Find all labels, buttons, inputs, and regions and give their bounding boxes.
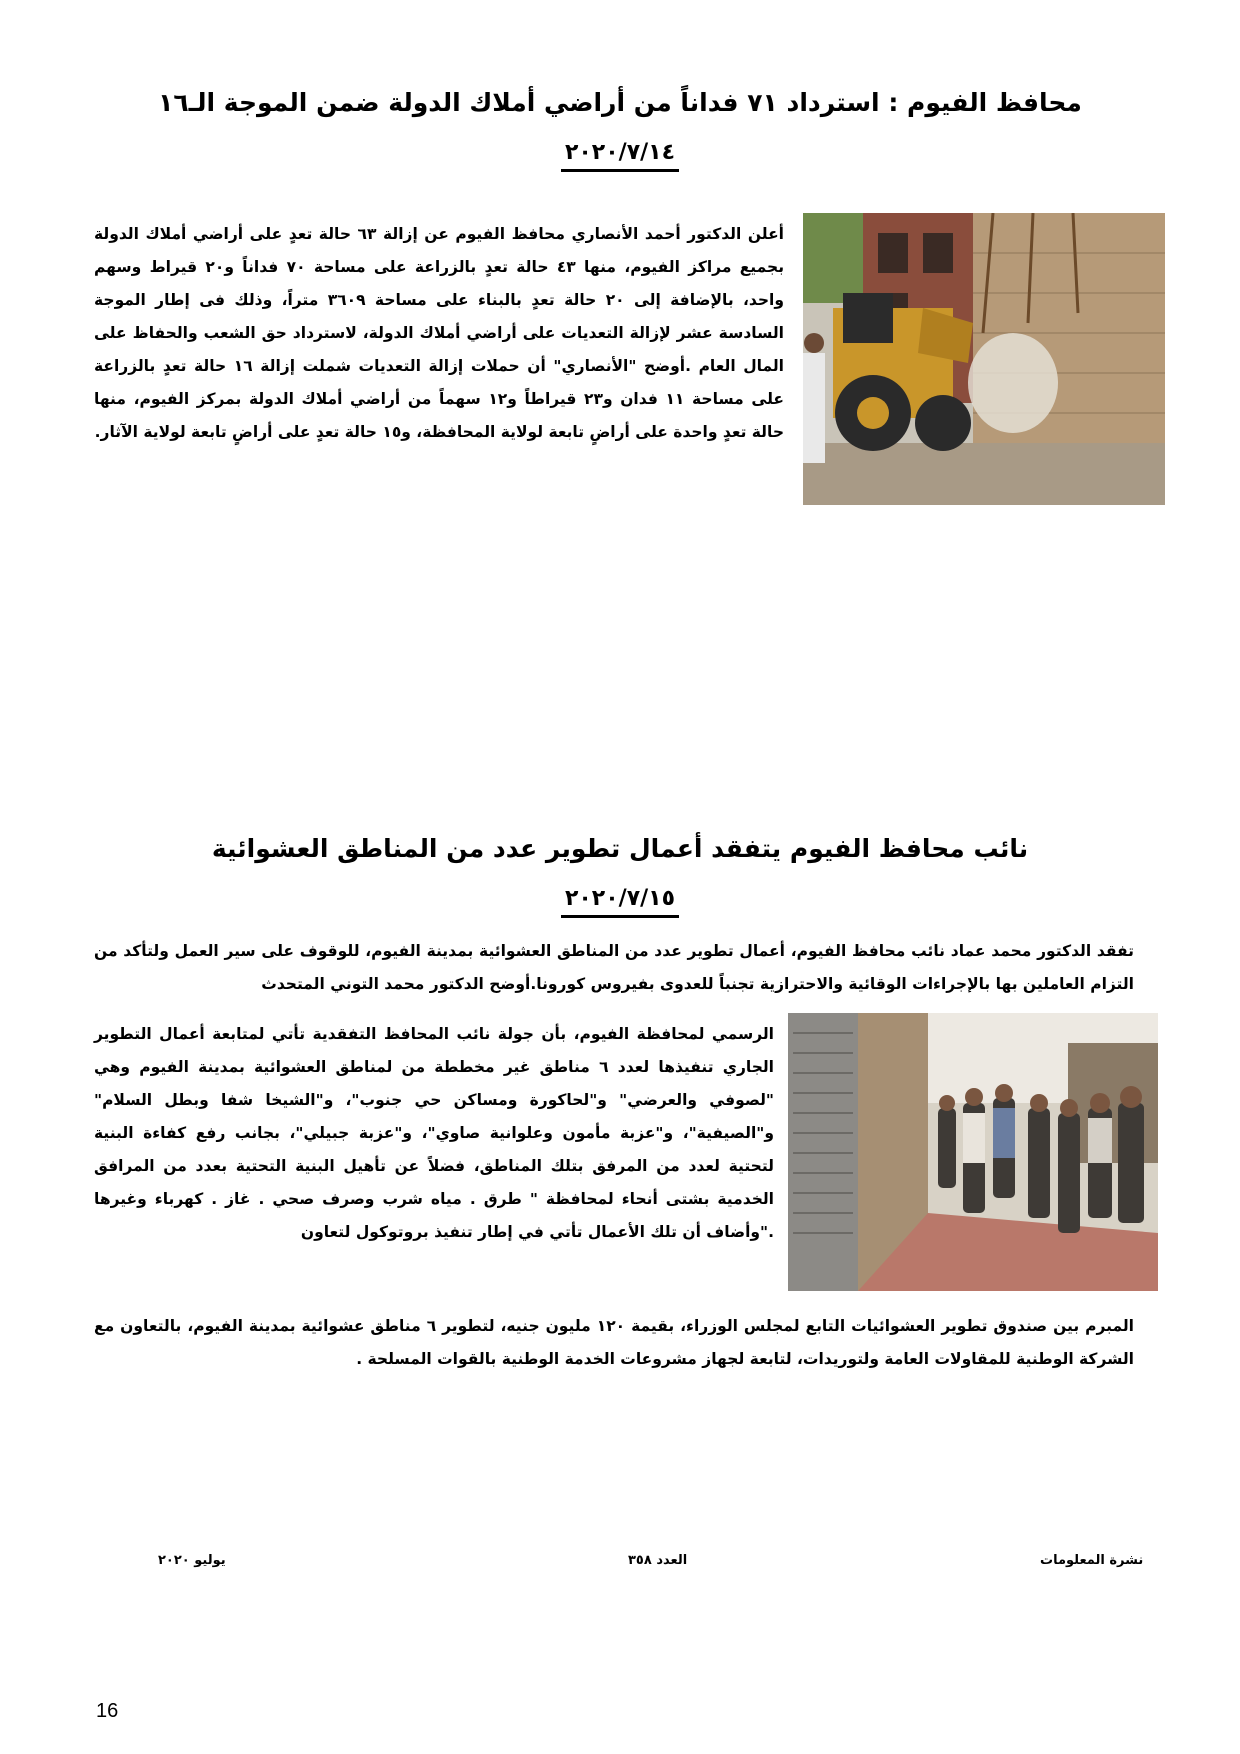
article1-body: أعلن الدكتور أحمد الأنصاري محافظ الفيوم عن إزالة ٦٣ حالة تعدٍ على أراضي أملاك الدولة بجميع مراكز الفيوم، منها ٤٣ حالة تعدٍ بالزراعة على مساحة ٧٠ فداناً و٢٠ قيراط وسهم واحد، بالإضافة إلى ٢٠ حالة تعدٍ بالبناء على مساحة ٣٦٠٩ متراً، وذلك فى إطار الموجة السادسة عشر لإزالة التعديات على أراضي أملاك الدولة، لاسترداد حق الشعب والحفاظ على المال العام .أوضح "الأنصاري" أن حملات إزالة التعديات شملت إزالة ١٦ حالة تعدٍ بالزراعة على مساحة ١١ فدان و٢٣ قيراطاً و١٢ سهماً من أراضي أملاك الدولة بمركز الفيوم، منها حالة تعدٍ واحدة على أراضٍ تابعة لولاية المحافظة، و١٥ حالة تعدٍ على أراضٍ تابعة لولاية الآثار. — [94, 225, 785, 441]
footer-publication: نشرة المعلومات — [1040, 1553, 1144, 1568]
page-number: 16 — [96, 1700, 119, 1722]
article2-date-text: ٢٠٢٠/٧/١٥ — [561, 886, 679, 918]
article2-body-side: الرسمي لمحافظة الفيوم، بأن جولة نائب المحافظ التفقدية تأتي لمتابعة أعمال التطوير الجاري تنفيذها لعدد ٦ مناطق غير مخططة من لمناطق العشوائية بمدينة الفيوم وهي "لصوفي والعرضي" و"لحاكورة ومساكن حي جنوب"، و"الشيخا شفا وبطل السلام" و"الصيفية"، و"عزبة مأمون وعلوانية صاوي"، و"عزبة جبيلي"، بجانب رفع كفاءة البنية لتحتية لعدد من المرفق بتلك المناطق، فضلاً عن تأهيل البنية التحتية بعدد من المرافق الخدمية بشتى أنحاء لمحافظة " طرق . مياه شرب وصرف صحي . غاز . كهرباء وغيرها ."وأضاف أن تلك الأعمال تأتي في إطار تنفيذ بروتوكول لتعاون — [94, 1025, 774, 1241]
article2-date — [0, 886, 1240, 918]
article2-title: نائب محافظ الفيوم يتفقد أعمال تطوير عدد من المناطق العشوائية — [211, 834, 1029, 863]
footer-issue: العدد ٣٥٨ — [628, 1553, 688, 1568]
footer-month: يوليو ٢٠٢٠ — [158, 1553, 226, 1568]
site-inspection-photo — [788, 1013, 1158, 1291]
article2-body-bottom: المبرم بين صندوق تطوير العشوائيات التابع لمجلس الوزراء، بقيمة ١٢٠ مليون جنيه، لتطوير ٦ مناطق عشوائية بمدينة الفيوم، بالتعاون مع الشركة الوطنية للمقاولات العامة ولتوريدات، لتابعة لجهاز مشروعات الخدمة الوطنية بالقوات المسلحة . — [94, 1317, 1134, 1368]
article1-title: محافظ الفيوم : استرداد ٧١ فداناً من أراضي أملاك الدولة ضمن الموجة الـ١٦ — [158, 88, 1082, 117]
article2-body-top: تفقد الدكتور محمد عماد نائب محافظ الفيوم، أعمال تطوير عدد من المناطق العشوائية بمدينة الفيوم، للوقوف على سير العمل ولتأكد من التزام العاملين بها بالإجراءات الوقائية والاحترازية تجنباً للعدوى بفيروس كورونا.أوضح الدكتور محمد التوني المتحدث — [94, 942, 1134, 993]
article1-date — [0, 140, 1240, 172]
bulldozer-demolition-photo — [803, 213, 1165, 505]
article1-date-text: ٢٠٢٠/٧/١٤ — [561, 140, 679, 172]
